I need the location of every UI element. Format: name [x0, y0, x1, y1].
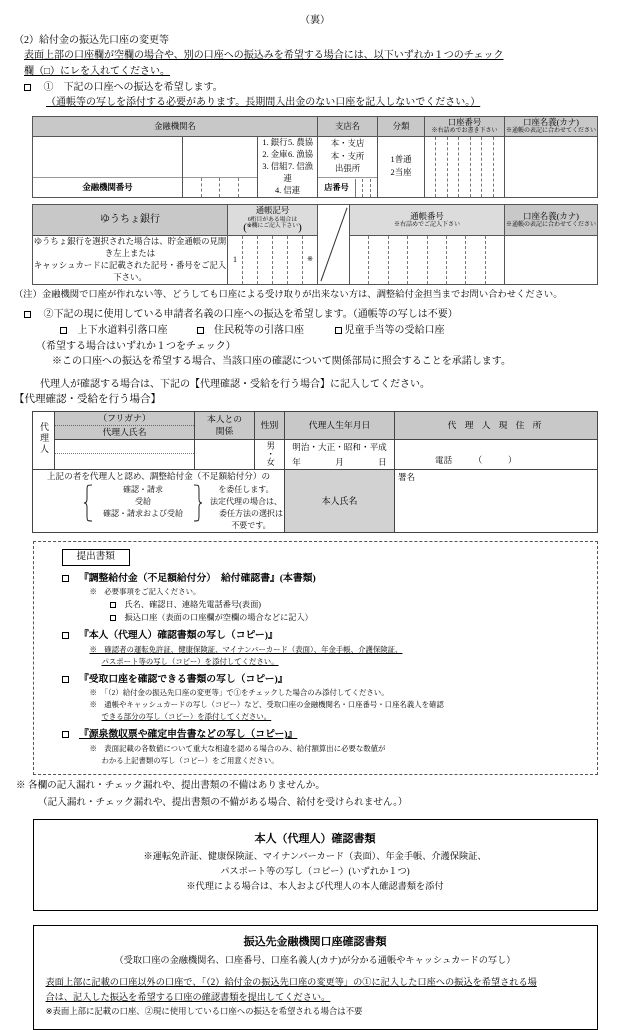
- branch-type-1: 本・支店: [330, 139, 365, 149]
- option2-choices-row: [60, 324, 630, 338]
- identity-box-line3: ※代理による場合は、本人および代理人の本人確認書類を添付: [186, 881, 444, 892]
- institution-name-input[interactable]: [32, 136, 182, 177]
- submission-warning-1: ※ 各欄の記入漏れ・チェック漏れや、提出書類の不備はありませんか。: [16, 779, 325, 791]
- doc-3-note-2: ※ 通帳やキャッシュカードの写し（コピー）など、受取口座の金融機関名・口座番号・口座名義人を確認: [89, 700, 444, 710]
- option1-note-row: [46, 96, 630, 110]
- signature-label: 署名: [398, 472, 416, 483]
- date-units: 年 月 日: [292, 456, 387, 467]
- th-branch: 支店名: [318, 117, 378, 137]
- yucho-instruction-1: ゆうちょ銀行を選択された場合は、貯金通帳の見開き左上または: [33, 236, 227, 258]
- birth-header: 代理人生年月日: [285, 411, 395, 440]
- agent-vertical-label-cell: [33, 411, 55, 470]
- th-passbook-number: [350, 205, 505, 235]
- branch-type-3: 出張所: [334, 163, 361, 173]
- th-account-no-note: ※右詰めでお書き下さい: [431, 128, 498, 135]
- entrust-option-2: 受給: [135, 496, 151, 506]
- doc-item-2: [62, 629, 587, 642]
- agent-entrust-row: [33, 470, 598, 532]
- section-heading: （2）給付金の振込先口座の変更等: [14, 34, 169, 46]
- doc-item-3: [62, 673, 587, 686]
- section-lead-line1: [24, 49, 630, 63]
- bankproof-line1: 表面上部に記載の口座以外の口座で、「（2）給付金の振込先口座の変更等」の①に記入した口座への振込を希望される場: [45, 977, 537, 988]
- branch-type-2: 本・支所: [330, 151, 365, 161]
- th-yucho-bank: ゆうちょ銀行: [33, 205, 228, 235]
- th-account-name: [505, 117, 598, 137]
- submission-warning-2: （記入漏れ・チェック漏れや、提出書類の不備がある場合、給付を受けられません。）: [38, 796, 408, 808]
- entrust-suffix-1: を委任します。: [218, 484, 274, 494]
- option2-pick-note-text: （希望する場合はいずれか１つをチェック）: [36, 340, 236, 352]
- diagonal-slash-icon: [318, 205, 349, 284]
- th-yucho-name-note: ※通帳の表記に合わせてください: [505, 222, 596, 229]
- form-page: [0, 14, 630, 1016]
- gender-options-text: 男・女: [265, 441, 275, 467]
- doc-2-title: 『本人（代理人）確認書類の写し（コピー)』: [78, 630, 278, 642]
- doc-3-note-3-text: できる部分の写し（コピー）を添付してください。: [101, 712, 272, 722]
- inst-type-1: 1. 銀行: [262, 137, 288, 147]
- left-brace-icon: [83, 484, 93, 522]
- bank-table-input-row-top: [32, 136, 597, 177]
- doc-1-checkbox[interactable]: [62, 575, 69, 582]
- branch-type-options: [318, 136, 378, 177]
- submission-tag: 提出書類: [62, 549, 130, 566]
- account-kind-options[interactable]: [378, 136, 425, 198]
- inst-type-5: 5. 農協: [287, 137, 314, 147]
- address-header: 代 理 人 現 住 所: [395, 411, 598, 440]
- doc-2-note-2-text: パスポート等の写し（コピー）を添付してください。: [101, 656, 279, 666]
- institution-code-input[interactable]: [182, 177, 257, 198]
- phone-label: 電話 （ ）: [435, 454, 517, 465]
- symbol-mark: ※: [307, 255, 313, 264]
- furigana-label: （フリガナ）: [55, 412, 194, 426]
- lead-text-1: 表面上部の口座欄が空欄の場合や、別の口座への振込みを希望する場合には、以下いずれか１つのチェック: [24, 50, 504, 61]
- bank-table-header-row: [32, 117, 597, 137]
- doc-2-checkbox[interactable]: [62, 632, 69, 639]
- doc-3-note-3: [102, 711, 587, 722]
- submission-documents-box: [33, 541, 598, 775]
- bankproof-title: 振込先金融機関口座確認書類: [243, 935, 387, 948]
- doc-2-note-1-text: ※ 確認者の運転免許証、健康保険証、マイナンバーカード（表面）、年金手帳、介護保険証、: [89, 644, 403, 654]
- yucho-header-row: [33, 205, 598, 235]
- yucho-account-table: [32, 204, 598, 285]
- kind-option-1: 1普通: [390, 155, 412, 165]
- doc-1-title: 『調整給付金（不足額給付分） 給付確認書』(本書類): [78, 572, 316, 584]
- agent-header-row: [33, 411, 598, 440]
- relation-line2: 関係: [215, 425, 234, 436]
- th-account-no-text: 口座番号: [447, 118, 482, 127]
- choice-tax-label: 住民税等の引落口座: [214, 325, 304, 337]
- relation-line1: 本人との: [206, 414, 243, 425]
- brace-left: [81, 484, 95, 525]
- choice-childallowance-label: 児童手当等の受給口座: [344, 325, 445, 337]
- option2-checkbox[interactable]: [24, 311, 31, 318]
- option2-pick-note: [36, 340, 630, 354]
- branch-code-label: 店番号: [324, 183, 349, 193]
- account-number-input[interactable]: [425, 136, 505, 198]
- kind-option-2: 2当座: [390, 168, 412, 177]
- th-passbook-number-text: 通帳番号: [410, 211, 444, 221]
- passbook-number-input[interactable]: [350, 235, 505, 285]
- choice-childallowance-checkbox[interactable]: [335, 327, 342, 334]
- agent-name-input[interactable]: [55, 454, 194, 469]
- inst-type-4: 4. 信連: [274, 186, 301, 196]
- inst-type-2: 2. 金庫: [262, 149, 288, 159]
- th-symbol-text: 通帳記号: [255, 206, 290, 216]
- option2-label: ②下記の現に使用している申請者名義の口座への振込を希望します。（通帳等の写しは不要）: [43, 308, 458, 320]
- bankproof-line2: 合は、記入した振込を希望する口座の確認書類を提出してください。: [45, 991, 331, 1002]
- symbol-mark-slot: [303, 236, 317, 285]
- th-passbook-number-note: ※右詰めでご記入下さい: [393, 222, 460, 229]
- entrust-suffix-block: [205, 484, 284, 532]
- institution-code-slots: [183, 178, 257, 198]
- yucho-instruction-2: キャッシュカードに記載された記号・番号をご記入下さい。: [33, 261, 227, 283]
- gender-header: 性別: [255, 411, 285, 440]
- yucho-input-row: [33, 235, 598, 285]
- entrust-suffix-2: 法定代理の場合は、: [210, 496, 282, 506]
- relation-header: [195, 411, 255, 440]
- agent-vertical-label: 代理人: [39, 422, 49, 456]
- furigana-input[interactable]: [55, 440, 194, 454]
- doc-item-1: [62, 572, 587, 585]
- doc-1-subcheck-2-checkbox[interactable]: [110, 615, 116, 621]
- agent-name-label: 代理人氏名: [102, 427, 147, 438]
- symbol-note-2: ※欄にご記入下さい: [246, 223, 299, 230]
- th-kind: 分類: [378, 117, 425, 137]
- doc-2-note-2: [102, 656, 587, 667]
- entrust-suffix-3: 委任方法の選択は不要です。: [219, 508, 283, 530]
- institution-code-label: 金融機関番号: [32, 177, 182, 198]
- identity-box-line1: ※運転免許証、健康保険証、マイナンバーカード（表面）、年金手帳、介護保険証、: [143, 851, 487, 862]
- institution-name-input-ext[interactable]: [182, 136, 257, 177]
- doc-1-note-1: ※ 必要事項をご記入ください。: [89, 587, 201, 597]
- choice-water-label: 上下水道料引落口座: [77, 325, 168, 337]
- th-institution: 金融機関名: [32, 117, 317, 137]
- lead-text-2: 欄（□）にレを入れてください。: [24, 65, 171, 77]
- bankproof-line3: ※表面上部に記載の口座、②現に使用している口座への振込を希望される場合は不要: [45, 1006, 363, 1016]
- page-side-label: （裏）: [300, 15, 330, 26]
- doc-1-subcheck-1-checkbox[interactable]: [110, 602, 116, 608]
- th-symbol-note: (6桁目がある場合は ※欄にご記入下さい): [243, 216, 302, 234]
- birth-input-cell[interactable]: [285, 440, 395, 470]
- signature-cell[interactable]: [395, 470, 598, 532]
- bankproof-body: [46, 975, 585, 1018]
- doc-1-subcheck-1-label: 氏名、確認日、連絡先電話番号(表面): [124, 600, 262, 610]
- symbol-slots: [228, 236, 317, 285]
- entrust-options-list[interactable]: [95, 484, 191, 520]
- institution-type-list: [257, 136, 317, 198]
- agent-input-row: [33, 440, 598, 470]
- entrust-options-block: [33, 484, 284, 532]
- right-brace-icon: [193, 484, 203, 522]
- option1-note: （通帳等の写しを添付する必要があります。長期間入出金のない口座を記入しないでください。）: [46, 96, 481, 108]
- option1-row: [24, 81, 630, 95]
- address-input-cell[interactable]: [395, 440, 598, 470]
- inst-type-7: 7. 信漁連: [283, 161, 314, 184]
- doc-4-title: 『源泉徴収票や確定申告書などの写し（コピー)』: [78, 729, 298, 741]
- principal-name-label: 本人氏名: [285, 470, 395, 532]
- doc-1-subcheck-2-label: 振込口座（表面の口座欄が空欄の場合などに記入）: [124, 613, 313, 623]
- relation-input[interactable]: [195, 440, 255, 470]
- choice-tax-checkbox[interactable]: [197, 327, 204, 334]
- agent-name-input-cell[interactable]: [55, 440, 195, 470]
- account-name-input[interactable]: [505, 136, 598, 198]
- branch-code-slots[interactable]: [355, 179, 377, 197]
- th-account-name-text: 口座名義(カナ): [523, 118, 579, 127]
- entrust-option-1: 確認・請求: [123, 484, 163, 494]
- yucho-slash-cell: [318, 205, 350, 285]
- doc-4-note-1: ※ 表面記載の各数値について重大な相違を認める場合のみ、給付額算出に必要な数値が: [89, 743, 386, 753]
- section-lead-line2: [24, 65, 630, 79]
- doc-1-subcheck-2: [110, 612, 587, 623]
- doc-3-title: 『受取口座を確認できる書類の写し（コピー)』: [78, 673, 288, 685]
- symbol-prefix: 1: [233, 254, 237, 264]
- bank-account-table: [32, 116, 598, 198]
- brace-right: [191, 484, 205, 525]
- account-number-slots: [425, 137, 504, 198]
- th-yucho-name: [505, 205, 598, 235]
- symbol-input[interactable]: [228, 235, 318, 285]
- doc-3-note-1: ※ 「（2）給付金の振込先口座の変更等」で①をチェックした場合のみ添付してください。: [89, 687, 389, 697]
- yucho-instruction: [33, 235, 228, 285]
- gender-options[interactable]: [255, 440, 285, 470]
- doc-1-subcheck-1: [110, 599, 587, 610]
- entrust-option-3: 確認・請求および受給: [103, 508, 183, 518]
- th-symbol: [228, 205, 318, 235]
- era-options: 明治・大正・昭和・平成: [292, 442, 387, 453]
- inst-type-3: 3. 信組: [262, 161, 288, 171]
- doc-3-checkbox[interactable]: [62, 676, 69, 683]
- option1-checkbox[interactable]: [24, 84, 31, 91]
- agent-confirmation-table: [32, 411, 598, 533]
- branch-code-cell[interactable]: [318, 177, 378, 198]
- entrust-lead: 上記の者を代理人と認め、調整給付金（不足額給付分）の: [46, 471, 271, 482]
- yucho-name-input[interactable]: [505, 235, 598, 285]
- passbook-number-slots: [350, 236, 504, 285]
- identity-documents-box: [33, 819, 598, 911]
- identity-box-line2: パスポート等の写し（コピー）(いずれか１つ): [220, 866, 410, 877]
- th-yucho-name-text: 口座名義(カナ): [523, 211, 579, 221]
- agent-section-title: 【代理確認・受給を行う場合】: [14, 394, 161, 406]
- doc-2-note-1: [90, 644, 587, 655]
- doc-4-checkbox[interactable]: [62, 731, 69, 738]
- th-account-name-note: ※通帳の表記に合わせてください: [506, 128, 597, 135]
- inst-type-6: 6. 漁協: [287, 149, 314, 159]
- doc-4-note-2: わかる上記書類の写し（コピー）をご用意ください。: [101, 755, 279, 765]
- th-account-no: [425, 117, 505, 137]
- option1-label: ① 下記の口座への振込を希望します。: [43, 82, 223, 93]
- bankproof-subtitle: （受取口座の金融機関名、口座番号、口座名義人(カナ)が分かる通帳やキャッシュカードの写し）: [114, 954, 516, 965]
- agent-name-header: [55, 411, 195, 440]
- bank-table-note: （注）金融機関で口座が作れない等、どうしても口座による受け取りが出来ない方は、調整給付金担当までお問い合わせください。: [14, 290, 563, 301]
- option2-consent: ※この口座への振込を希望する場合、当該口座の確認について関係部局に照会することを承諾します。: [52, 356, 511, 368]
- agent-lead: 代理人が確認する場合は、下記の【代理確認・受給を行う場合】に記入してください。: [40, 378, 430, 390]
- choice-water-checkbox[interactable]: [60, 327, 67, 334]
- entrust-cell: [33, 470, 285, 532]
- doc-item-4: [62, 728, 587, 741]
- symbol-prefix-slot: [228, 236, 243, 285]
- option2-row: [24, 308, 630, 322]
- identity-box-title: 本人（代理人）確認書類: [254, 832, 376, 845]
- symbol-note-1: 6桁目がある場合は: [247, 216, 298, 223]
- bank-proof-box: [33, 925, 598, 1030]
